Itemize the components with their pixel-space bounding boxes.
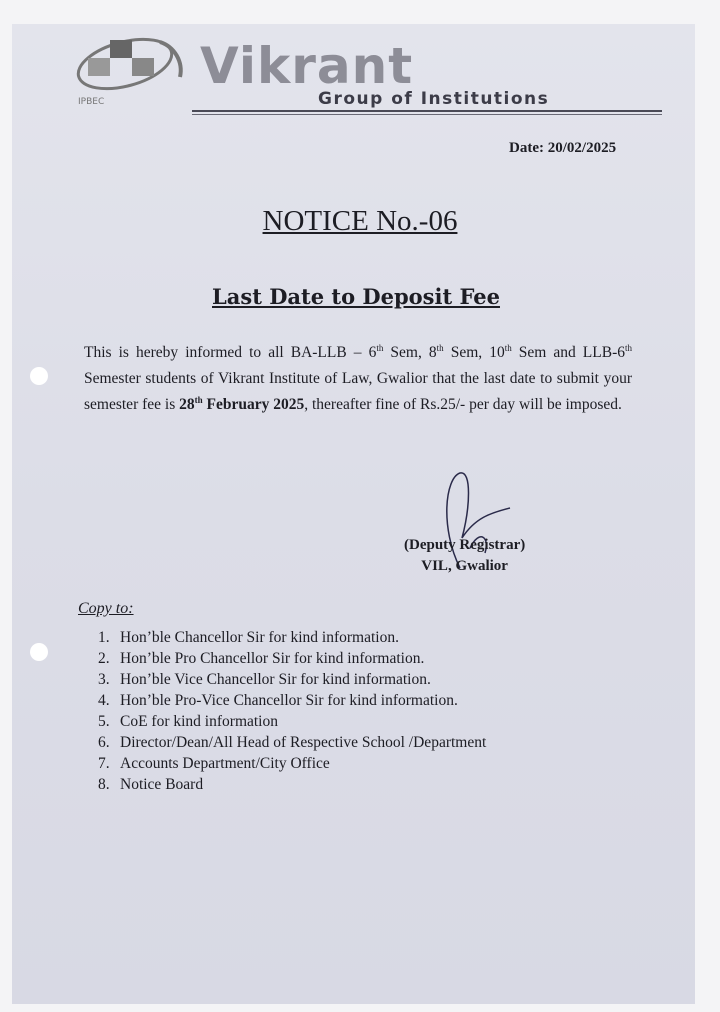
signature-block xyxy=(404,535,525,577)
list-item xyxy=(98,753,486,774)
item-number: 7. xyxy=(98,755,110,772)
signatory-office: VIL, Gwalior xyxy=(421,558,508,574)
sup: th xyxy=(194,394,203,405)
sup: th xyxy=(376,342,384,353)
punch-hole xyxy=(30,367,48,385)
deadline-month-year: February 2025 xyxy=(202,396,305,413)
institution-logo xyxy=(70,32,190,107)
list-item xyxy=(98,648,486,669)
list-item xyxy=(98,627,486,648)
sup: th xyxy=(436,342,444,353)
list-item xyxy=(98,774,486,795)
notice-title-text: NOTICE No.-06 xyxy=(262,205,458,237)
body-text: This is hereby informed to all BA-LLB – 6 xyxy=(84,344,377,361)
list-item xyxy=(98,732,486,753)
body-text: Sem and LLB-6 xyxy=(511,344,625,361)
item-text: Hon’ble Pro Chancellor Sir for kind information. xyxy=(120,650,425,667)
copy-to-list xyxy=(98,627,486,795)
sup: th xyxy=(625,342,633,353)
list-item xyxy=(98,669,486,690)
header-rule xyxy=(192,114,662,115)
item-text: Notice Board xyxy=(120,776,204,793)
header-rule xyxy=(192,110,662,112)
list-item xyxy=(98,690,486,711)
item-text: Hon’ble Vice Chancellor Sir for kind information. xyxy=(120,671,431,688)
scanned-page xyxy=(12,24,695,1004)
notice-title xyxy=(0,205,720,238)
svg-text:IPBEC: IPBEC xyxy=(78,97,105,107)
body-text: Sem, 8 xyxy=(383,344,437,361)
body-text: Sem, 10 xyxy=(443,344,505,361)
body-text: Semester students of Vikrant Institute of Law, Gwalior that the last date to submit your semester fee is xyxy=(84,370,632,413)
sup: th xyxy=(504,342,512,353)
item-number: 3. xyxy=(98,671,110,688)
deadline-day: 28 xyxy=(179,396,195,413)
punch-hole xyxy=(30,643,48,661)
item-text: Director/Dean/All Head of Respective School /Department xyxy=(120,734,487,751)
item-text: CoE for kind information xyxy=(120,713,278,730)
item-number: 8. xyxy=(98,776,110,793)
notice-body xyxy=(84,340,632,418)
item-number: 2. xyxy=(98,650,110,667)
item-text: Hon’ble Chancellor Sir for kind information. xyxy=(120,629,399,646)
item-number: 4. xyxy=(98,692,110,709)
item-text: Hon’ble Pro-Vice Chancellor Sir for kind information. xyxy=(120,692,458,709)
copy-to-heading: Copy to: xyxy=(78,600,134,617)
notice-date: Date: 20/02/2025 xyxy=(509,140,617,156)
body-text: , thereafter fine of Rs.25/- per day will be imposed. xyxy=(304,396,622,413)
item-number: 6. xyxy=(98,734,110,751)
brand-name: Vikrant xyxy=(200,37,414,95)
item-number: 5. xyxy=(98,713,110,730)
item-text: Accounts Department/City Office xyxy=(120,755,330,772)
signatory-title: (Deputy Registrar) xyxy=(404,537,526,553)
brand-subtitle: Group of Institutions xyxy=(318,89,550,109)
notice-subject: Last Date to Deposit Fee xyxy=(212,284,500,309)
item-number: 1. xyxy=(98,629,110,646)
list-item xyxy=(98,711,486,732)
